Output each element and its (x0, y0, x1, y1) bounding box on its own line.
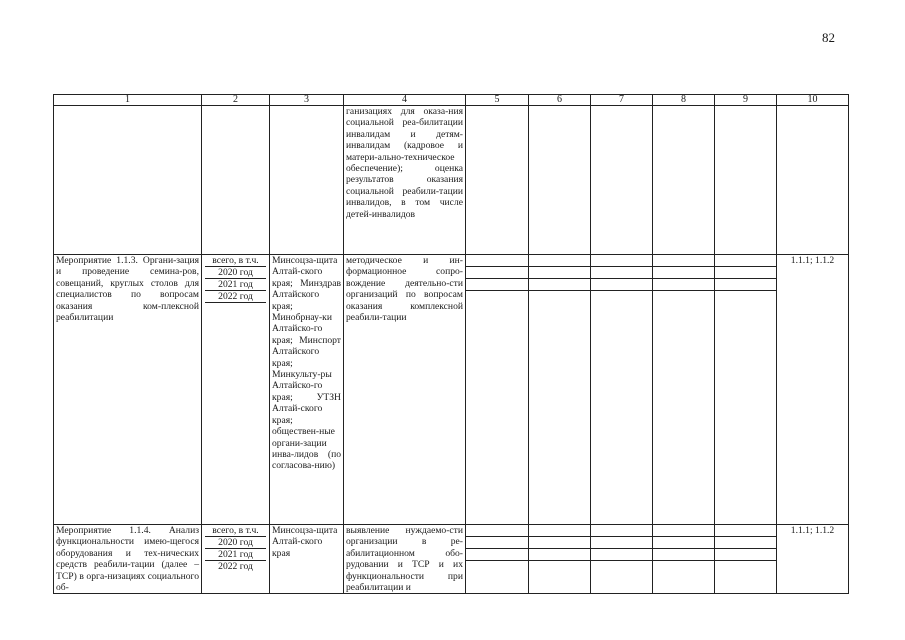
event-cell (54, 106, 202, 255)
code-cell: 1.1.1; 1.1.2 (777, 255, 849, 525)
value-cell (715, 255, 777, 525)
value-cell (529, 106, 591, 255)
table-row (54, 525, 849, 594)
value-cell (529, 255, 591, 525)
executors-cell (270, 106, 344, 255)
column-number: 2 (202, 95, 270, 106)
column-number-row (54, 95, 849, 106)
year-label: 2021 год (205, 279, 266, 291)
year-label: 2022 год (218, 561, 253, 572)
year-label: всего, в т.ч. (205, 255, 266, 267)
years-cell (202, 106, 270, 255)
value-cell (591, 106, 653, 255)
table-row (54, 106, 849, 255)
value-cell (466, 255, 529, 525)
column-number: 7 (591, 95, 653, 106)
table-row (54, 255, 849, 525)
column-number: 6 (529, 95, 591, 106)
result-cell: выявление нуждаемо-сти организации в ре-абилитационном обо-рудовании и ТСР и их функциональности при реабилитации и (344, 525, 466, 594)
year-label: всего, в т.ч. (205, 525, 266, 537)
event-cell: Мероприятие 1.1.3. Органи-зация и проведение семина-ров, совещаний, круглых столов для специалистов по вопросам оказания ком-плексной реабилитации (54, 255, 202, 525)
year-label: 2021 год (205, 549, 266, 561)
year-label: 2020 год (205, 267, 266, 279)
column-number: 8 (653, 95, 715, 106)
program-table (53, 94, 849, 594)
column-number: 5 (466, 95, 529, 106)
executors-cell: Минсоцза-щита Алтай-ского края (270, 525, 344, 594)
result-cell: ганизациях для оказа-ния социальной реа-билитации инвалидам и детям-инвалидам (кадровое и матери-ально-техническое обеспечение); оценка результатов оказания социальной реабили-тации инвалидов, в том числе детей-инвалидов (344, 106, 466, 255)
year-label: 2022 год (205, 291, 266, 303)
code-cell: 1.1.1; 1.1.2 (777, 525, 849, 594)
column-number: 1 (54, 95, 202, 106)
column-number: 4 (344, 95, 466, 106)
code-cell (777, 106, 849, 255)
value-cell (466, 525, 529, 594)
value-cell (591, 255, 653, 525)
value-cell (653, 255, 715, 525)
page-number: 82 (822, 30, 835, 45)
value-cell (466, 106, 529, 255)
column-number: 9 (715, 95, 777, 106)
executors-cell: Минсоцза-щита Алтай-ского края; Минздрав Алтайского края; Минобрнау-ки Алтайско-го края; Минспорт Алтайского края; Минкульту-ры Алтайско-го края; УТЗН Алтай-ского края; обществен-ные органи-зации инва-лидов (по согласова-нию) (270, 255, 344, 525)
year-label: 2020 год (205, 537, 266, 549)
event-cell: Мероприятие 1.1.4. Анализ функциональности имею-щегося оборудования и тех-нических средств реабили-тации (далее – ТСР) в орга-низациях социального об- (54, 525, 202, 594)
column-number: 10 (777, 95, 849, 106)
years-cell (202, 255, 270, 525)
value-cell (715, 525, 777, 594)
result-cell: методическое и ин-формационное сопро-вождение деятельно-сти организаций по вопросам оказания комплексной реабили-тации (344, 255, 466, 525)
column-number: 3 (270, 95, 344, 106)
years-cell (202, 525, 270, 594)
value-cell (653, 525, 715, 594)
value-cell (529, 525, 591, 594)
value-cell (591, 525, 653, 594)
value-cell (715, 106, 777, 255)
value-cell (653, 106, 715, 255)
